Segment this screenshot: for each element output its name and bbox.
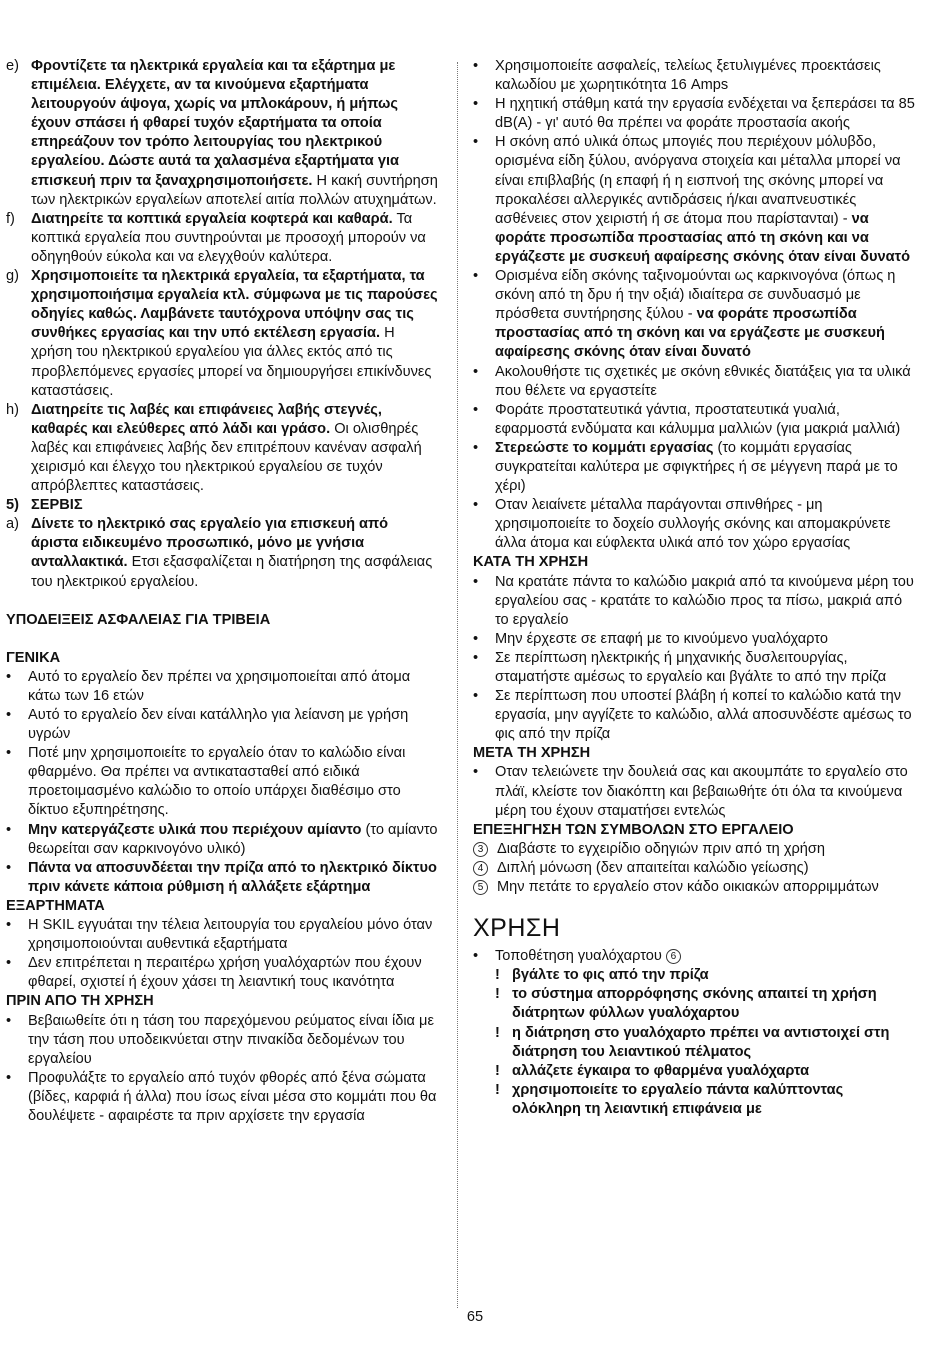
symbol-item — [473, 859, 915, 878]
warning-item — [495, 1024, 915, 1062]
rule-e — [6, 57, 438, 210]
before-use-list — [6, 1012, 438, 1127]
rule-text: Η κακή συντήρηση των ηλεκτρικών εργαλείων αποτελεί αιτία πολλών ατυχημάτων. — [31, 172, 438, 208]
list-item-text: Βεβαιωθείτε ότι η τάση του παρεχόμενου ρεύματος είναι ίδια με την τάση που υποδεικνύεται στην πινακίδα δεδομένων του εργαλείου — [28, 1012, 434, 1067]
safety-title: ΥΠΟΔΕΙΞΕΙΣ ΑΣΦΑΛΕΙΑΣ ΓΙΑ ΤΡΙΒΕΙΑ — [6, 611, 271, 628]
general-heading: ΓΕΝΙΚΑ — [6, 649, 61, 666]
list-item — [6, 1012, 438, 1069]
warning-text: αλλάζετε έγκαιρα το φθαρμένα γυαλόχαρτα — [512, 1062, 810, 1079]
warning-text: η διάτρηση στο γυαλόχαρτο πρέπει να αντιστοιχεί στη διάτρηση του λειαντικού πέλματος — [512, 1024, 890, 1060]
list-item — [6, 1069, 438, 1126]
list-item-text: Η ηχητική στάθμη κατά την εργασία ενδέχεται να ξεπεράσει τα 85 dB(A) - γι' αυτό θα πρέπει να φοράτε προστασία ακοής — [495, 96, 915, 132]
symbols-heading: ΕΠΕΞΗΓΗΣΗ ΤΩΝ ΣΥΜΒΟΛΩΝ ΣΤΟ ΕΡΓΑΛΕΙΟ — [473, 821, 794, 838]
list-item-text: Ακολουθήστε τις σχετικές με σκόνη εθνικές διατάξεις για τα υλικά που θέλετε να εργαστείτε — [495, 363, 911, 399]
bullet: • — [473, 401, 479, 418]
bullet: • — [473, 764, 479, 781]
warning-text: βγάλτε το φις από την πρίζα — [512, 967, 709, 984]
warnings-list — [495, 966, 915, 1119]
list-item-text-bold: Πάντα να αποσυνδέεται την πρίζα από το ηλεκτρικό δίκτυο πριν κάνετε κάποια ρύθμιση ή αλλάξετε εξάρτημα — [28, 859, 437, 895]
list-marker: a) — [6, 516, 19, 533]
rule-text-bold: Δίνετε το ηλεκτρικό σας εργαλείο για επισκευή από άριστα ειδικευμένο προσωπικό, μόνο με γνήσια ανταλλακτικά. — [31, 516, 389, 571]
circled-number-icon: 4 — [473, 861, 488, 876]
service-heading — [6, 496, 438, 515]
warning-text: χρησιμοποιείτε το εργαλείο πάντα καλύπτοντας ολόκληρη τη λειαντική επιφάνεια με — [512, 1081, 844, 1117]
list-item-text: Σε περίπτωση που υποστεί βλάβη ή κοπεί το καλώδιο κατά την εργασία, μην αγγίζετε το καλώδιο, αλλά αποσυνδέστε αμέσως το φις από την πρίζα — [495, 688, 912, 743]
list-item-text: Η SKIL εγγυάται την τέλεια λειτουργία του εργαλείου μόνο όταν χρησιμοποιούνται αυθεντικά εξαρτήματα — [28, 917, 433, 953]
bullet: • — [6, 859, 12, 876]
rule-text-bold: Διατηρείτε τα κοπτικά εργαλεία κοφτερά και καθαρά. — [31, 210, 393, 227]
bullet: • — [6, 821, 12, 838]
warning-icon: ! — [495, 1062, 500, 1079]
general-list — [6, 668, 438, 897]
symbol-text: Διπλή μόνωση (δεν απαιτείται καλώδιο γείωσης) — [497, 859, 809, 876]
bullet: • — [6, 668, 12, 685]
list-item-text: Δεν επιτρέπεται η περαιτέρω χρήση γυαλόχαρτών που έχουν φθαρεί, σχιστεί ή έχουν χάσει τη λειαντική τους ικανότητα — [28, 955, 422, 991]
during-use-heading: ΚΑΤΑ ΤΗ ΧΡΗΣΗ — [473, 554, 589, 571]
warning-item — [495, 985, 915, 1023]
warning-icon: ! — [495, 986, 500, 1003]
bullet: • — [473, 439, 479, 456]
list-marker: 5) — [6, 497, 19, 514]
usage-item-text: Τοποθέτηση γυαλόχαρτου — [495, 948, 662, 965]
list-item-text-bold: Στερεώστε το κομμάτι εργασίας — [495, 439, 714, 456]
bullet: • — [473, 134, 479, 151]
bullet: • — [473, 268, 479, 285]
list-item — [473, 496, 915, 553]
list-item-text: Προφυλάξτε το εργαλείο από τυχόν φθορές από ξένα σώματα (βίδες, καρφιά ή άλλα) που ίσως είναι μέσα στο κομμάτι που θα δουλέψετε - αφαιρέστε τα πριν αρχίσετε την εργασία — [28, 1069, 437, 1124]
list-item — [6, 706, 438, 744]
bullet: • — [473, 630, 479, 647]
list-item — [473, 133, 915, 267]
bullet: • — [6, 955, 12, 972]
list-item-text: Οταν τελειώνετε την δουλειά σας και ακουμπάτε το εργαλείο στο πλάϊ, κλείστε τον διακόπτη και βεβαιωθήτε ότι όλα τα κινούμενα μέρη του έχουν σταματήσει εντελώς — [495, 764, 908, 819]
list-item — [473, 573, 915, 630]
rule-text: Τα κοπτικά εργαλεία που συντηρούνται με προσοχή μπορούν να οδηγηθούν εύκολα και να ελεγχθούν καλύτερα. — [31, 210, 426, 265]
rule-text: Οι ολισθηρές λαβές και επιφάνειες λαβής δεν επιτρέπουν κανέναν ασφαλή χειρισμό και έλεγχο του ηλεκτρικού εργαλείου σε τυχόν απρόβλεπτες καταστάσεις. — [31, 420, 422, 495]
rule-g — [6, 267, 438, 401]
symbol-text: Διαβάστε το εγχειρίδιο οδηγιών πριν από τη χρήση — [497, 840, 826, 857]
list-item — [473, 95, 915, 133]
after-use-heading: ΜΕΤΑ ΤΗ ΧΡΗΣΗ — [473, 745, 591, 762]
bullet: • — [473, 948, 479, 965]
list-item — [473, 687, 915, 744]
rule-text: Η χρήση του ηλεκτρικού εργαλείου για άλλες εκτός από τις προβλεπόμενες εργασίες μπορεί να δημιουργήσει επικίνδυνες καταστάσεις. — [31, 325, 432, 399]
accessories-heading: ΕΞΑΡΤΗΜΑΤΑ — [6, 897, 105, 914]
circled-number-icon: 5 — [473, 880, 488, 895]
list-item — [473, 267, 915, 362]
list-item-text: (το αμίαντο θεωρείται σαν καρκινογόνο υλικό) — [28, 821, 438, 857]
bullet: • — [6, 917, 12, 934]
list-item-text: Αυτό το εργαλείο δεν είναι κατάλληλο για λείανση με γρήση υγρών — [28, 707, 409, 743]
list-item — [473, 439, 915, 496]
bullet: • — [6, 1012, 12, 1029]
symbol-item — [473, 878, 915, 897]
list-item — [6, 744, 438, 820]
list-item-text-bold: να φοράτε προσωπίδα προστασίας από τη σκόνη και να εργάζεστε με συσκευή αφαίρεσης σκόνης όταν είναι δυνατό — [495, 210, 911, 265]
list-item — [473, 630, 915, 649]
bullet: • — [473, 573, 479, 590]
page-number: 65 — [466, 1309, 484, 1325]
list-item-text: Ποτέ μην χρησιμοποιείτε το εργαλείο όταν το καλώδιο είναι φθαρμένο. Θα πρέπει να αντικατασταθεί από ειδικά προετοιμασμένο καλώδιο το οποίο υπάρχει διαθέσιμο στο δίκτυο εξυπηρέτησης. — [28, 745, 406, 819]
rule-h — [6, 401, 438, 496]
list-item-text-bold: Μην κατεργάζεστε υλικά που περιέχουν αμίαντο — [28, 821, 362, 838]
circled-number-icon: 3 — [473, 842, 488, 857]
list-item-text: Σε περίπτωση ηλεκτρικής ή μηχανικής δυσλειτουργίας, σταματήστε αμέσως το εργαλείο και βγάλτε το από την πρίζα — [495, 649, 887, 685]
bullet: • — [6, 707, 12, 723]
symbols-list — [473, 840, 915, 897]
usage-item — [473, 947, 915, 966]
list-item-text: Να κρατάτε πάντα το καλώδιο μακριά από τα κινούμενα μέρη του εργαλείου σας - κρατάτε το καλώδιο προς τα πίσω, μακριά από το εργαλείο — [495, 573, 914, 628]
bullet: • — [473, 497, 479, 514]
rule-text: Ετσι εξασφαλίζεται η διατήρηση της ασφάλειας του ηλεκτρικού εργαλείου. — [31, 554, 433, 590]
bullet: • — [6, 745, 12, 762]
list-item — [473, 763, 915, 820]
rule-text-bold: Φροντίζετε τα ηλεκτρικά εργαλεία και τα εξάρτημα με επιμέλεια. Ελέγχετε, αν τα κινούμενα εξαρτήματα λειτουργούν άψογα, χωρίς να μπλοκάρουν, ή μήπως έχουν σπάσει ή φθαρεί τυχόν εξαρτήματα τα οποία επηρεάζουν τον τρόπο λειτουργίας του ηλεκτρικού εργαλείου. Δώστε αυτά τα χαλασμένα εξαρτήματα για επισκευή πριν τα ξαναχρησιμοποιήσετε. — [31, 58, 399, 189]
column-divider — [457, 62, 458, 1308]
before-use-heading: ΠΡΙΝ ΑΠΟ ΤΗ ΧΡΗΣΗ — [6, 993, 154, 1010]
warning-item — [495, 1081, 915, 1119]
bullet: • — [473, 649, 479, 666]
accessories-list — [6, 916, 438, 992]
list-item — [473, 401, 915, 439]
list-item-text: Ορισμένα είδη σκόνης ταξινομούνται ως καρκινογόνα (όπως η σκόνη από τη δρυ ή την οξιά) ιδιαίτερα σε συνδυασμό με πρόσθετα συντήρησης ξύλου - — [495, 268, 896, 323]
list-marker: h) — [6, 401, 19, 418]
bullet: • — [473, 688, 479, 705]
list-item — [6, 821, 438, 859]
list-item-text: Οταν λειαίνετε μέταλλα παράγονται σπινθήρες - μη χρησιμοποιείτε το δοχείο συλλογής σκόνης και απομακρύνετε άλλα άτομα και εύφλεκτα υλικά από τον χώρο εργασίας — [495, 497, 891, 552]
warning-item — [495, 1062, 915, 1081]
warning-icon: ! — [495, 1081, 500, 1098]
warning-icon: ! — [495, 1024, 500, 1041]
warning-icon: ! — [495, 967, 500, 984]
list-marker: g) — [6, 268, 19, 285]
list-marker: e) — [6, 58, 19, 74]
bullet: • — [473, 363, 479, 380]
after-use-list — [473, 763, 915, 820]
list-item — [473, 363, 915, 401]
list-item-text: (το κομμάτι εργασίας συγκρατείται καλύτερα με σφιγκτήρες ή σε μέγγενη παρά με το χέρι) — [495, 439, 898, 495]
list-item — [473, 57, 915, 95]
rule-text-bold: Χρησιμοποιείτε τα ηλεκτρικά εργαλεία, τα εξαρτήματα, τα χρησιμοποιήσιμα εργαλεία κτλ. σύμφωνα με τις παρούσες οδηγίες καθώς. Λαμβάνετε ταυτόχρονα υπόψην σας τις συνθήκες εργασίας και την υπό εκτέλεση εργασία. — [31, 268, 438, 342]
list-marker: f) — [6, 210, 15, 227]
circled-number-icon: 6 — [666, 949, 681, 964]
list-item-text: Χρησιμοποιείτε ασφαλείς, τελείως ξετυλιγμένες προεκτάσεις καλωδίου με χωρητικότητα 16 Amps — [495, 58, 881, 94]
rule-text-bold: Διατηρείτε τις λαβές και επιφάνειες λαβής στεγνές, καθαρές και ελεύθερες από λάδι και γράσο. — [31, 401, 382, 437]
bullet: • — [473, 58, 479, 74]
left-column — [6, 57, 438, 1126]
list-item-text: Φοράτε προστατευτικά γάντια, προστατευτικά γυαλιά, εφαρμοστά ενδύματα και κάλυμμα μαλλιών (για μακριά μαλλιά) — [495, 401, 901, 437]
symbol-text: Μην πετάτε το εργαλείο στον κάδο οικιακών απορριμμάτων — [497, 879, 879, 896]
list-item — [6, 859, 438, 897]
list-item — [6, 668, 438, 706]
list-item — [6, 916, 438, 954]
right-column — [473, 57, 915, 1119]
during-use-list — [473, 573, 915, 745]
rule-a — [6, 515, 438, 591]
warning-item — [495, 966, 915, 985]
list-item — [473, 649, 915, 687]
safety-list-continued — [473, 57, 915, 553]
list-item-text: Μην έρχεστε σε επαφή με το κινούμενο γυαλόχαρτο — [495, 630, 828, 647]
bullet: • — [6, 1069, 12, 1086]
list-item — [6, 954, 438, 992]
list-item-text-bold: να φοράτε προσωπίδα προστασίας από τη σκόνη και να εργάζεστε με συσκευή αφαίρεσης σκόνης όταν είναι δυνατό — [495, 306, 885, 361]
list-item-text: Η σκόνη από υλικά όπως μπογιές που περιέχουν μόλυβδο, ορισμένα είδη ξύλου, ανόργανα στοιχεία και μέταλλα μπορεί να είναι επιβλαβής (η επαφή ή η εισπνοή της σκόνης μπορεί να προκαλέσει αλλεργικές αντιδράσεις ή/και αναπνευστικές ασθένειες στον χειριστή ή σε άτομα που παρίστανται) - — [495, 134, 901, 227]
bullet: • — [473, 96, 479, 113]
rule-f — [6, 210, 438, 267]
symbol-item — [473, 840, 915, 859]
section-heading: ΣΕΡΒΙΣ — [31, 497, 83, 514]
list-item-text: Αυτό το εργαλείο δεν πρέπει να χρησιμοποιείται από άτομα κάτω των 16 ετών — [28, 668, 411, 704]
usage-heading: ΧΡΗΣΗ — [473, 914, 561, 943]
warning-text: το σύστημα απορρόφησης σκόνης απαιτεί τη χρήση διάτρητων φύλλων γυαλόχαρτου — [512, 986, 877, 1022]
